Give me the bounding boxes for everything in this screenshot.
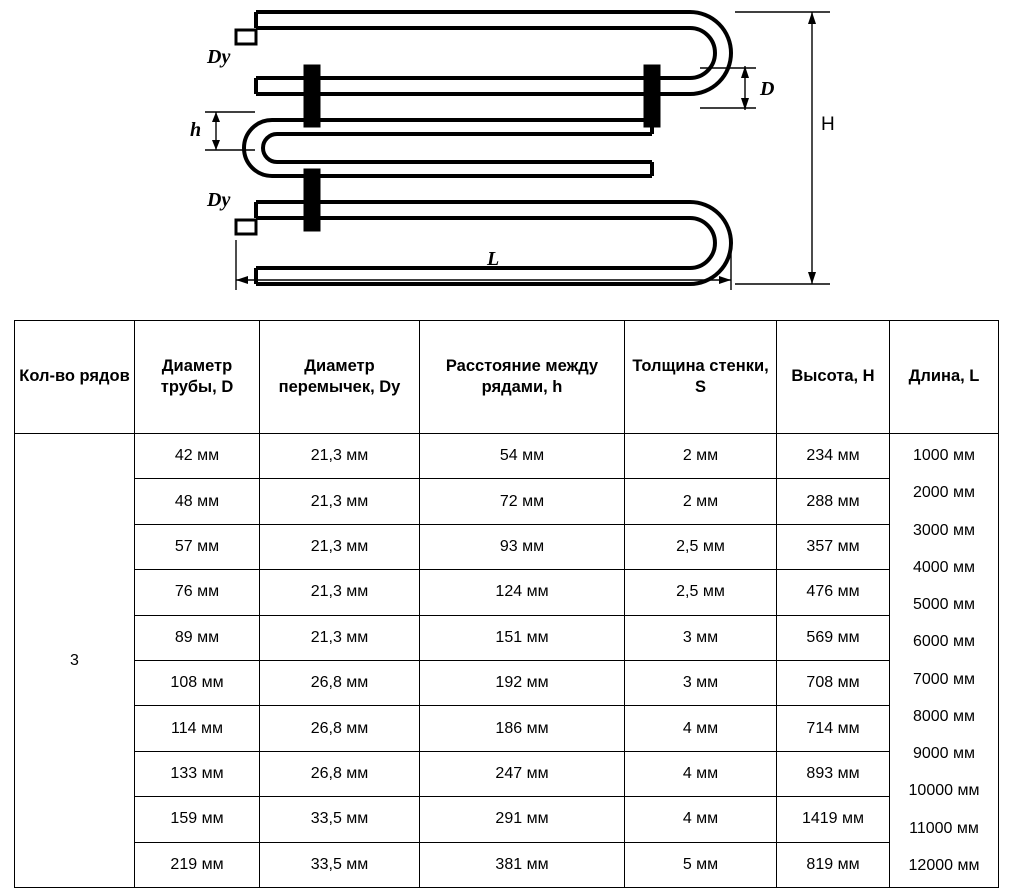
- cell-rows-count: 3: [15, 434, 135, 888]
- cell-jumper-diameter: 26,8 мм: [260, 661, 420, 706]
- table-row: [15, 661, 999, 706]
- length-option: 5000 мм: [912, 596, 976, 614]
- cell-jumper-diameter: 26,8 мм: [260, 706, 420, 751]
- cell-row-spacing: 93 мм: [420, 524, 625, 569]
- cell-height: 234 мм: [777, 434, 890, 479]
- table-row: [15, 479, 999, 524]
- cell-row-spacing: 151 мм: [420, 615, 625, 660]
- cell-jumper-diameter: 21,3 мм: [260, 524, 420, 569]
- length-option: 1000 мм: [912, 447, 976, 464]
- cell-wall-thickness: 4 мм: [625, 751, 777, 796]
- cell-jumper-diameter: 21,3 мм: [260, 434, 420, 479]
- label-dy-bottom: Dy: [207, 189, 231, 211]
- table-row: [15, 615, 999, 660]
- header-length: Длина, L: [890, 321, 999, 434]
- label-height-h: H: [821, 114, 835, 135]
- cell-row-spacing: 124 мм: [420, 570, 625, 615]
- header-wall-thickness: Толщина стенки, S: [625, 321, 777, 434]
- cell-pipe-diameter: 114 мм: [135, 706, 260, 751]
- cell-pipe-diameter: 48 мм: [135, 479, 260, 524]
- length-option: 3000 мм: [912, 521, 976, 539]
- cell-jumper-diameter: 26,8 мм: [260, 751, 420, 796]
- cell-row-spacing: 72 мм: [420, 479, 625, 524]
- cell-pipe-diameter: 108 мм: [135, 661, 260, 706]
- cell-pipe-diameter: 57 мм: [135, 524, 260, 569]
- length-option: 9000 мм: [912, 745, 976, 763]
- cell-row-spacing: 54 мм: [420, 434, 625, 479]
- table-row: [15, 434, 999, 479]
- cell-height: 357 мм: [777, 524, 890, 569]
- cell-wall-thickness: 3 мм: [625, 615, 777, 660]
- cell-row-spacing: 186 мм: [420, 706, 625, 751]
- table-row: [15, 797, 999, 842]
- cell-pipe-diameter: 42 мм: [135, 434, 260, 479]
- cell-wall-thickness: 5 мм: [625, 842, 777, 888]
- table-row: [15, 751, 999, 796]
- cell-jumper-diameter: 21,3 мм: [260, 615, 420, 660]
- cell-wall-thickness: 2,5 мм: [625, 570, 777, 615]
- length-option: 7000 мм: [912, 670, 976, 688]
- length-option: 8000 мм: [912, 707, 976, 725]
- cell-height: 819 мм: [777, 842, 890, 888]
- header-height: Высота, H: [777, 321, 890, 434]
- cell-row-spacing: 247 мм: [420, 751, 625, 796]
- table-row: [15, 842, 999, 888]
- cell-wall-thickness: 2,5 мм: [625, 524, 777, 569]
- register-diagram-svg: [0, 0, 1012, 310]
- cell-jumper-diameter: 21,3 мм: [260, 570, 420, 615]
- table-row: [15, 524, 999, 569]
- label-length-l: L: [487, 248, 500, 270]
- length-option: 11000 мм: [909, 819, 979, 837]
- cell-length-list: [890, 434, 999, 888]
- cell-row-spacing: 192 мм: [420, 661, 625, 706]
- cell-jumper-diameter: 21,3 мм: [260, 479, 420, 524]
- label-dy-top: Dy: [207, 46, 231, 68]
- cell-height: 708 мм: [777, 661, 890, 706]
- label-h-small: h: [190, 119, 202, 141]
- header-pipe-diameter: Диаметр трубы, D: [135, 321, 260, 434]
- cell-pipe-diameter: 159 мм: [135, 797, 260, 842]
- cell-wall-thickness: 3 мм: [625, 661, 777, 706]
- cell-height: 1419 мм: [777, 797, 890, 842]
- cell-height: 893 мм: [777, 751, 890, 796]
- cell-jumper-diameter: 33,5 мм: [260, 797, 420, 842]
- label-d: D: [760, 78, 775, 100]
- length-option: 2000 мм: [912, 484, 976, 502]
- header-rows-count: Кол-во рядов: [15, 321, 135, 434]
- cell-wall-thickness: 4 мм: [625, 706, 777, 751]
- register-diagram: [0, 0, 1012, 310]
- cell-wall-thickness: 2 мм: [625, 479, 777, 524]
- cell-jumper-diameter: 33,5 мм: [260, 842, 420, 888]
- cell-pipe-diameter: 76 мм: [135, 570, 260, 615]
- length-option: 6000 мм: [912, 633, 976, 651]
- length-option: 4000 мм: [912, 558, 976, 576]
- cell-row-spacing: 291 мм: [420, 797, 625, 842]
- table-row: [15, 706, 999, 751]
- table-row: [15, 570, 999, 615]
- header-row-spacing: Расстояние между рядами, h: [420, 321, 625, 434]
- cell-row-spacing: 381 мм: [420, 842, 625, 888]
- cell-pipe-diameter: 219 мм: [135, 842, 260, 888]
- specification-table: [14, 320, 999, 888]
- cell-height: 288 мм: [777, 479, 890, 524]
- cell-wall-thickness: 2 мм: [625, 434, 777, 479]
- header-jumper-diameter: Диаметр перемычек, Dy: [260, 321, 420, 434]
- cell-height: 714 мм: [777, 706, 890, 751]
- specification-table-wrapper: [14, 320, 998, 888]
- length-option: 12000 мм: [908, 856, 980, 874]
- cell-height: 476 мм: [777, 570, 890, 615]
- length-option: 10000 мм: [908, 782, 980, 800]
- cell-pipe-diameter: 89 мм: [135, 615, 260, 660]
- cell-wall-thickness: 4 мм: [625, 797, 777, 842]
- table-header-row: [15, 321, 999, 434]
- cell-pipe-diameter: 133 мм: [135, 751, 260, 796]
- cell-height: 569 мм: [777, 615, 890, 660]
